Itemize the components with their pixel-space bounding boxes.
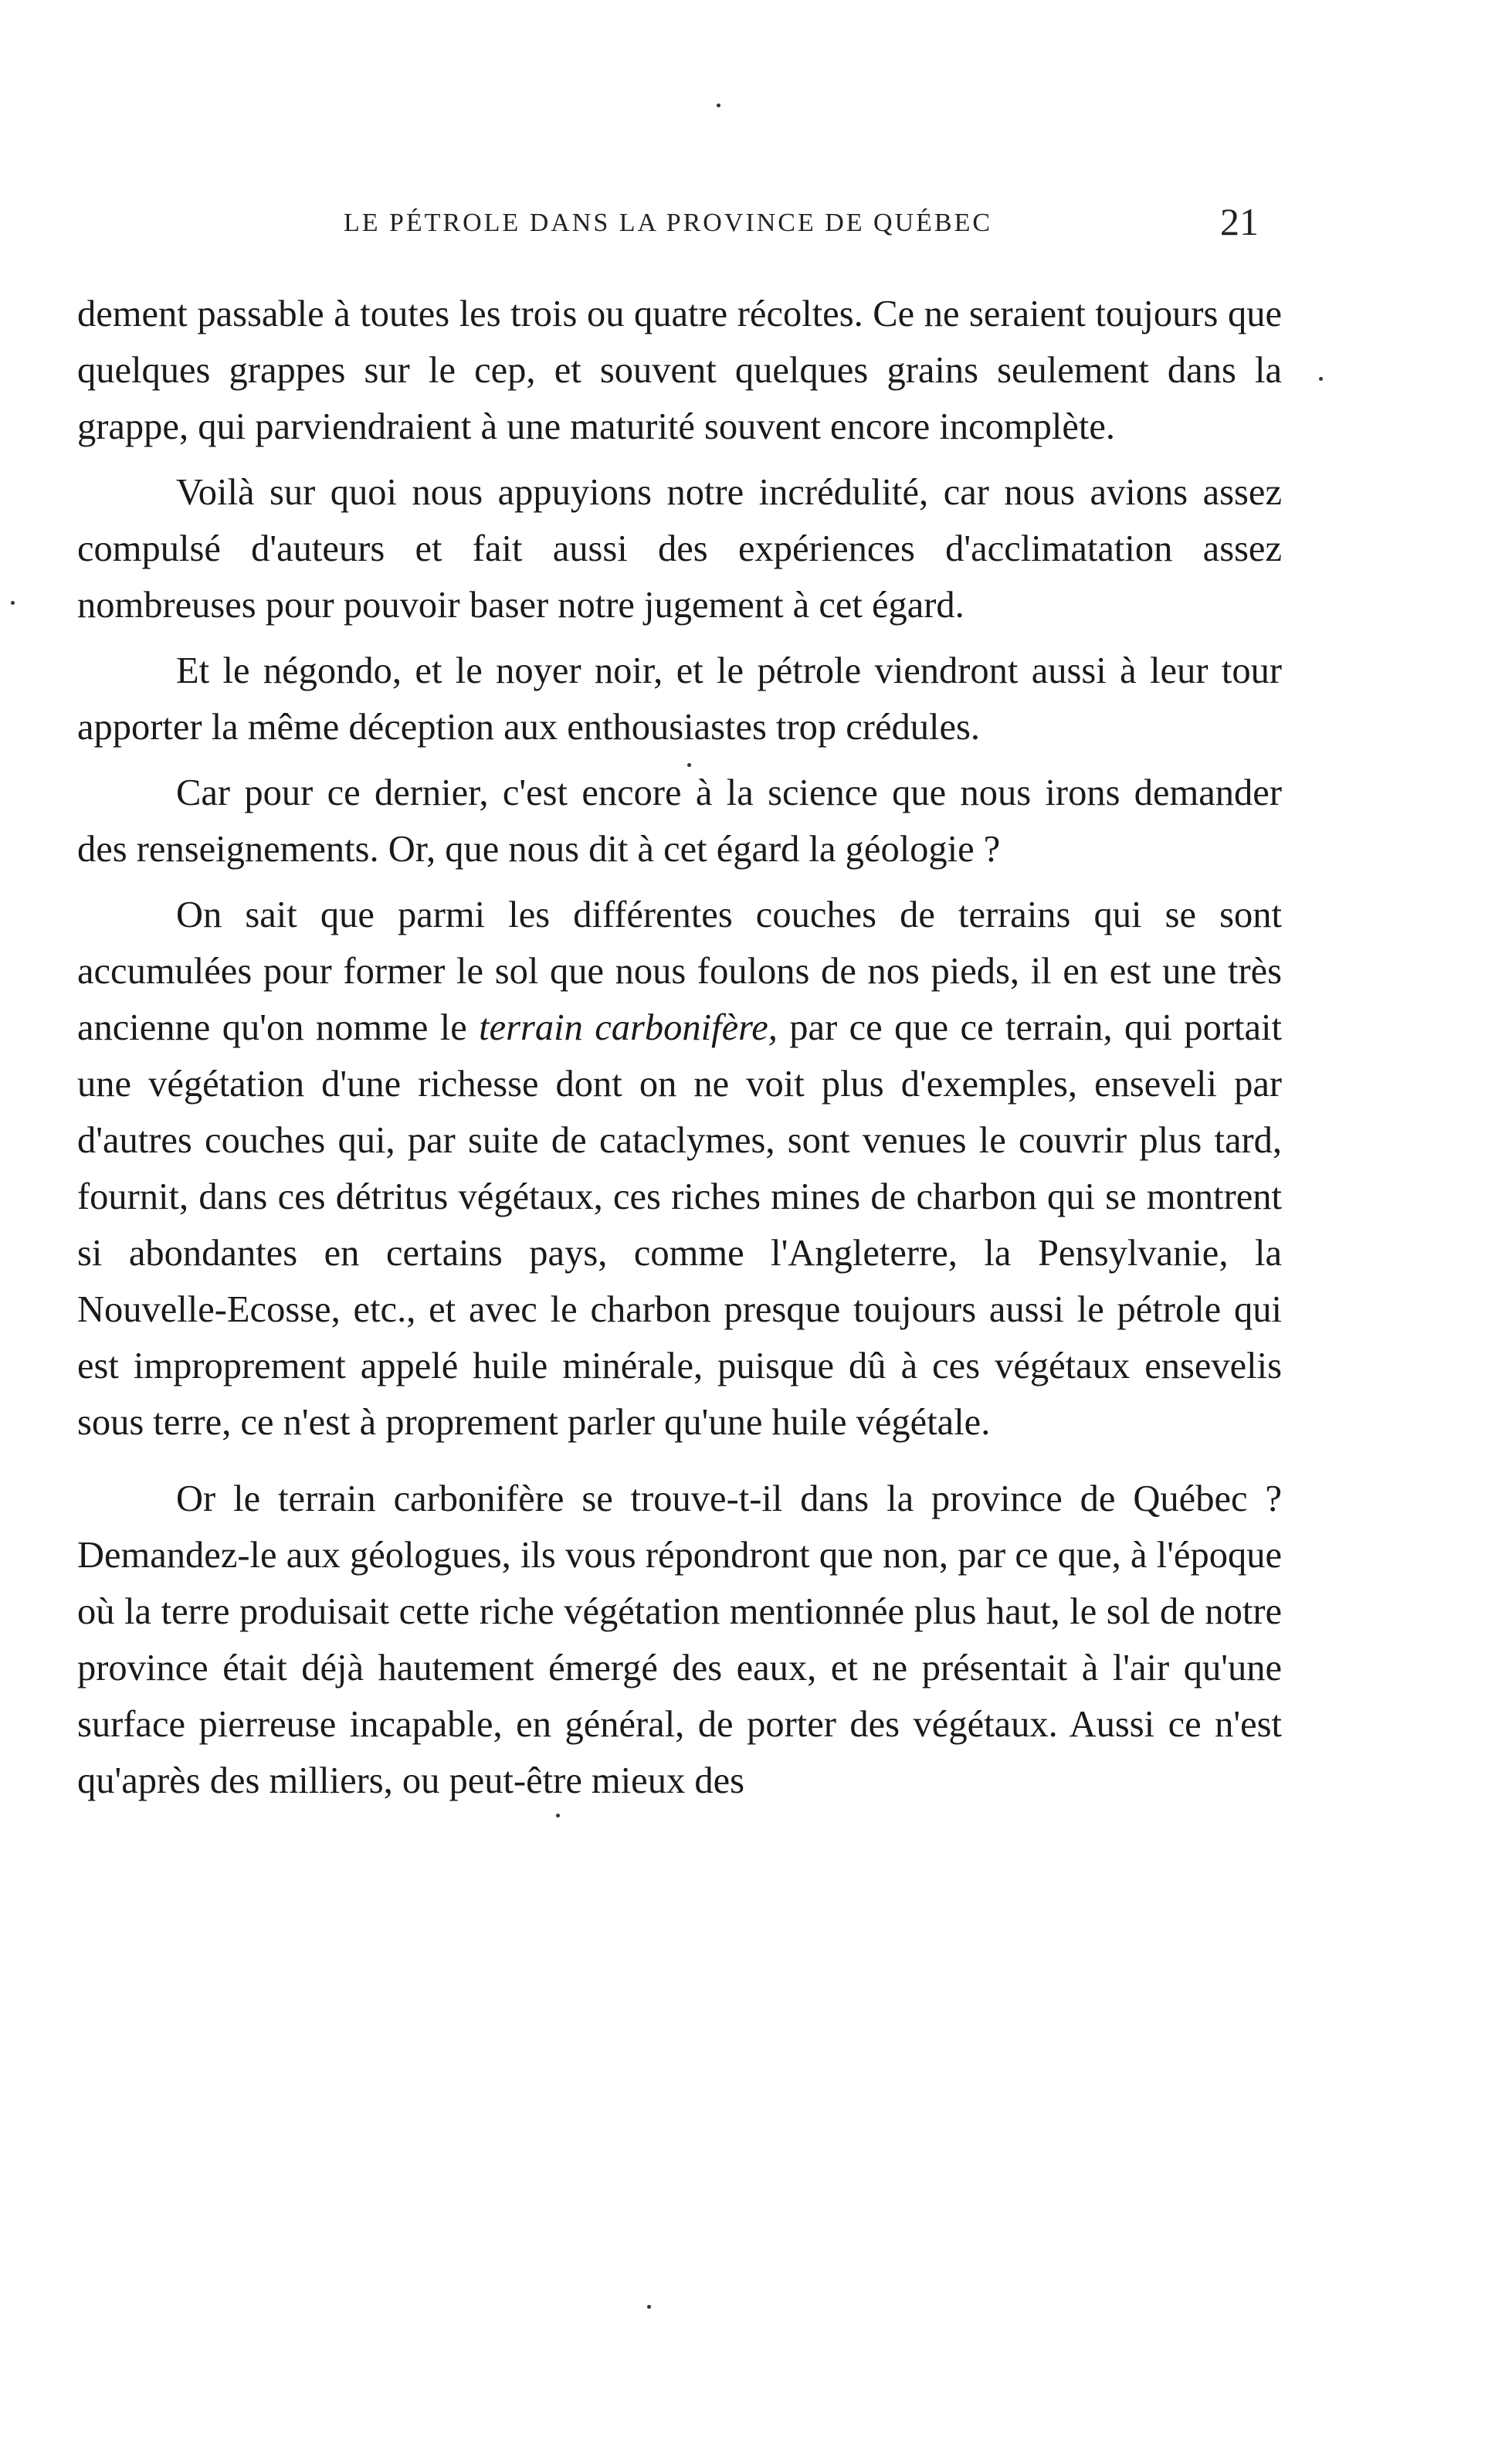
paragraph-6: Or le terrain carbonifère se trouve-t-il dans la province de Québec ? Demandez-le aux géologues, ils vous répondront que non, par ce que, à l'époque où la terre produisait cette riche végétation mentionnée plus haut, le sol de notre province était déjà hautement émergé des eaux, et ne présentait à l'air qu'une surface pierreuse incapable, en général, de porter des végétaux. Aussi ce n'est qu'après des milliers, ou peut-être mieux des [77, 1478, 1282, 1801]
paragraph-3: Et le négondo, et le noyer noir, et le pétrole viendront aussi à leur tour apporter la même déception aux enthousiastes trop crédules. [77, 650, 1282, 748]
paragraph-2: Voilà sur quoi nous appuyions notre incrédulité, car nous avions assez compulsé d'auteurs et fait aussi des expériences d'acclimatation assez nombreuses pour pouvoir baser notre jugement à cet égard. [77, 472, 1282, 626]
page-number: 21 [1220, 200, 1259, 243]
paragraph-5-text-after: par ce que ce terrain, qui portait une végétation d'une richesse dont on ne voit plus d'exemples, enseveli par d'autres couches qui, par suite de cataclymes, sont venues le couvrir plus tard, fournit, dans ces détritus végétaux, ces riches mines de charbon qui se montrent si abondantes en certains pays, comme l'Angleterre, la Pensylvanie, la Nouvelle-Ecosse, etc., et avec le charbon presque toujours aussi le pétrole qui est improprement appelé huile minérale, puisque dû à ces végétaux ensevelis sous terre, ce n'est à proprement parler qu'une huile végétale. [77, 1007, 1282, 1443]
paragraph-1: dement passable à toutes les trois ou quatre récoltes. Ce ne seraient toujours que quelques grappes sur le cep, et souvent quelques grains seulement dans la grappe, qui parviendraient à une maturité souvent encore incomplète. [77, 294, 1282, 447]
terrain-carbonifere-emphasis: terrain carbonifère, [479, 1007, 778, 1048]
running-head [77, 199, 1259, 246]
body-text [77, 286, 1282, 1809]
paragraph-5 [77, 887, 1282, 1451]
running-title: LE PÉTROLE DANS LA PROVINCE DE QUÉBEC [343, 209, 993, 237]
paragraph-4: Car pour ce dernier, c'est encore à la science que nous irons demander des renseignements. Or, que nous dit à cet égard la géologie ? [77, 772, 1282, 870]
paragraph-5-text-before: On sait que parmi les différentes couches de terrains qui se sont accumulées pour former le sol que nous foulons de nos pieds, il en est une très ancienne qu'on nomme le [77, 894, 1282, 1048]
